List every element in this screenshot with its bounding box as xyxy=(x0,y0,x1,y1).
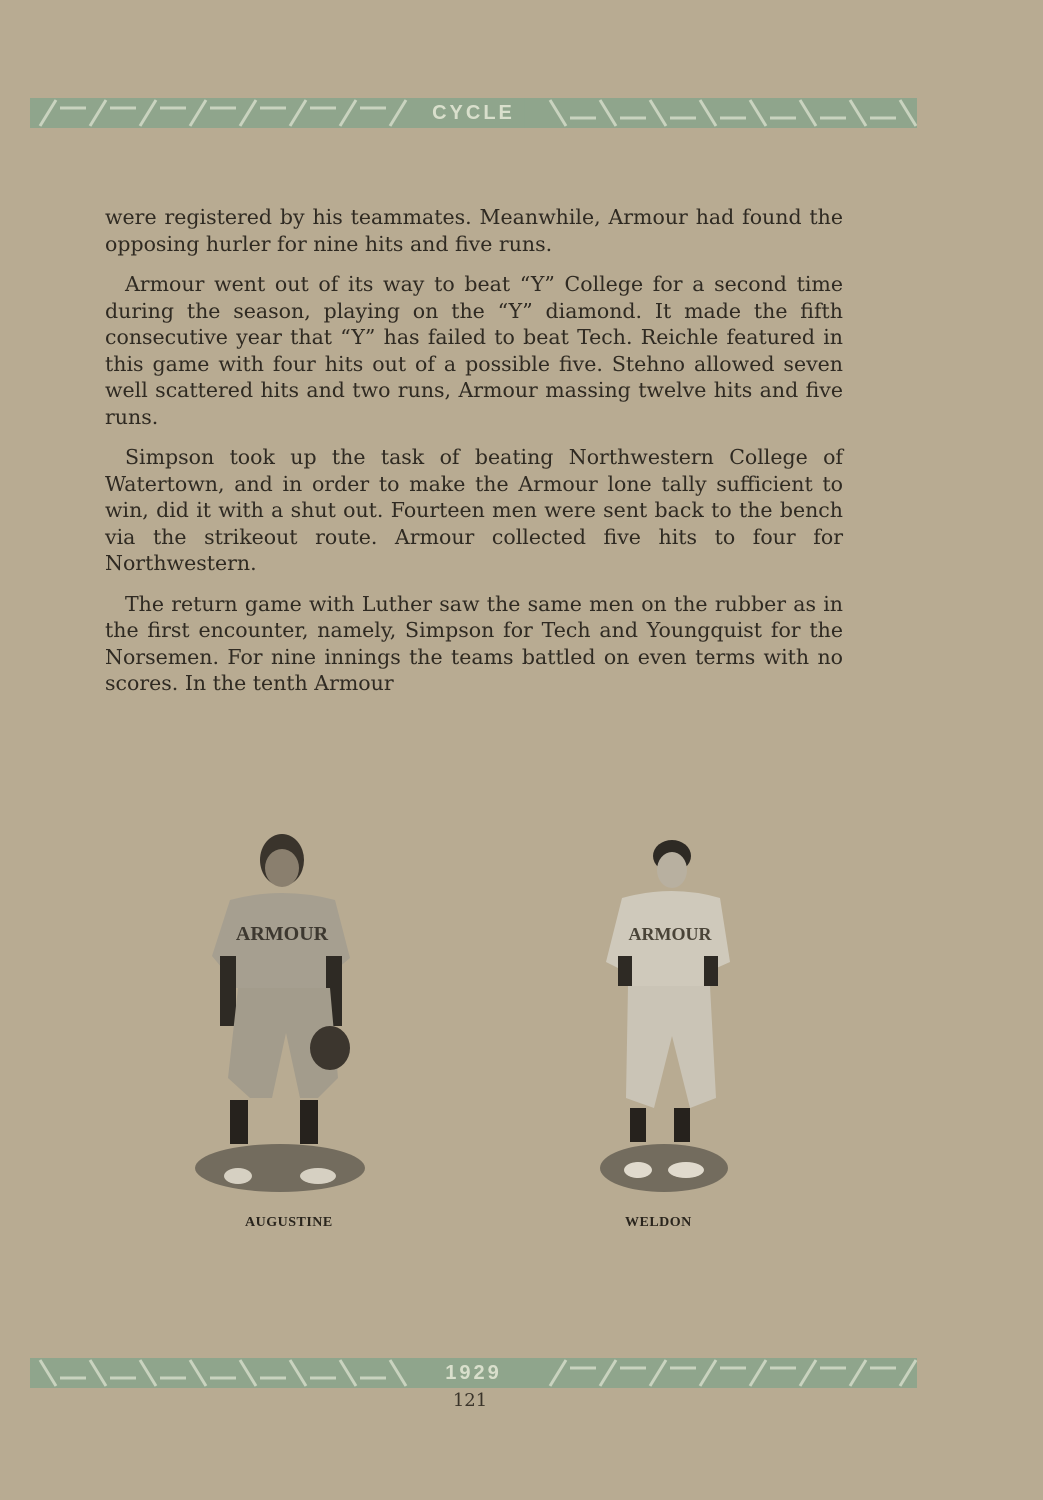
player-photo-weldon xyxy=(592,836,732,1196)
paragraph-3: Simpson took up the task of beating Northwestern College of Watertown, and in order to make the Armour lone tally sufficient to win, did it with a shut out. Fourteen men were sent back to the bench via the strikeout route. Armour collected five hits to four for Northwestern. xyxy=(105,445,843,575)
paragraph-2: Armour went out of its way to beat “Y” College for a second time during the season, playing on the “Y” diamond. It made the fifth consecutive year that “Y” has failed to beat Tech. Reichle featured in this game with four hits out of a possible five. Stehno allowed seven well scattered hits and two runs, Armour massing twelve hits and five runs. xyxy=(105,272,843,429)
page-number: 121 xyxy=(452,1390,488,1411)
paragraph-4: The return game with Luther saw the same men on the rubber as in the first encounter, namely, Simpson for Tech and Youngquist for the Norsemen. For nine innings the teams battled on even terms with no scores. In the tenth Armour xyxy=(105,591,843,695)
footer-band-label: 1929 xyxy=(435,1358,512,1388)
footer-decorative-band xyxy=(30,1358,917,1388)
jersey-lettering: ARMOUR xyxy=(235,923,329,945)
photo-caption-augustine: AUGUSTINE xyxy=(245,1215,333,1230)
jersey-lettering: ARMOUR xyxy=(628,924,712,944)
player-photo-augustine xyxy=(190,828,370,1200)
article-body xyxy=(105,204,843,711)
header-band-label: CYCLE xyxy=(422,98,525,128)
header-decorative-band xyxy=(30,98,917,128)
photo-caption-weldon: WELDON xyxy=(625,1215,692,1230)
paragraph-1: were registered by his teammates. Meanwhile, Armour had found the opposing hurler for nine hits and five runs. xyxy=(105,205,843,256)
